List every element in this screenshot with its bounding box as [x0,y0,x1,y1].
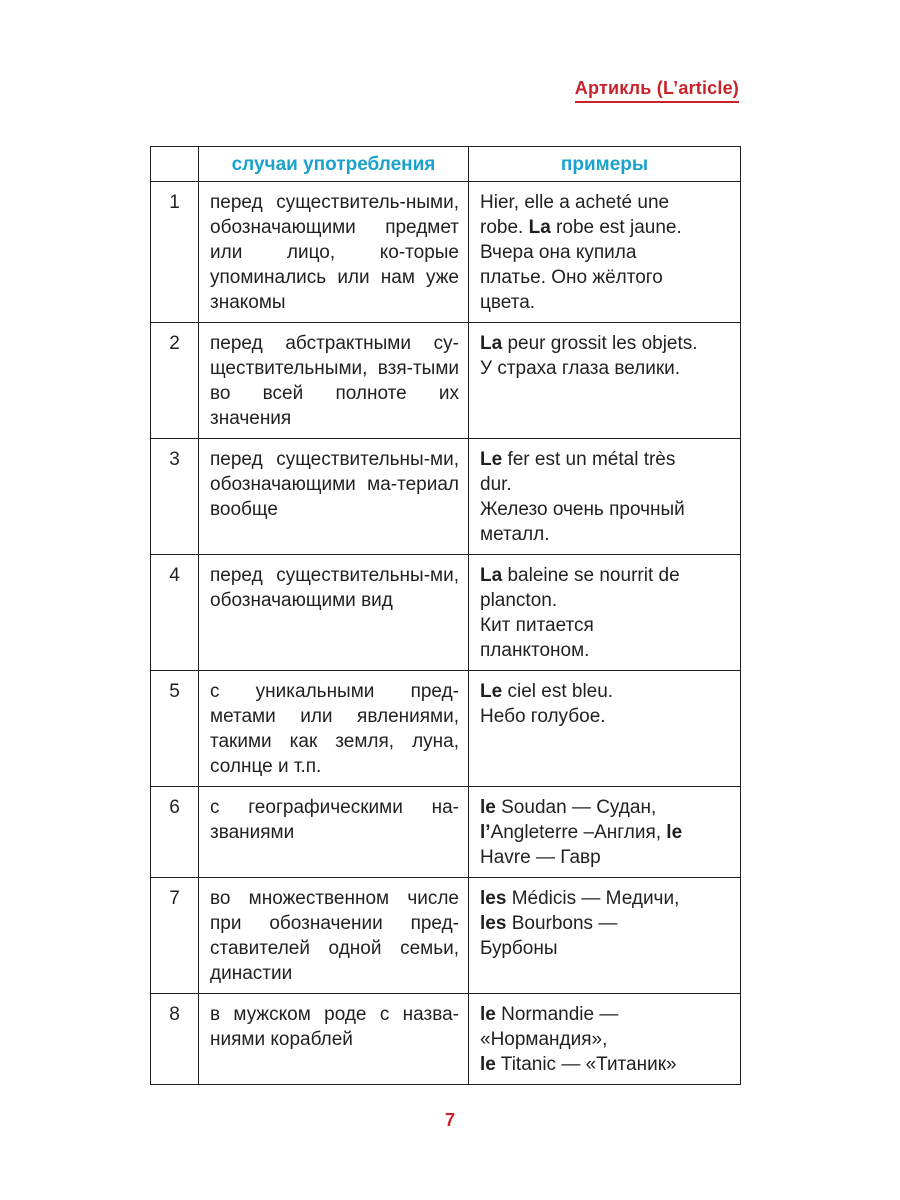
example-text: ciel est bleu. [502,681,614,702]
example-line [480,638,734,663]
example-text: «Нормандия», [480,1029,608,1050]
example-text: Soudan — Судан, [495,797,657,818]
example-text: Titanic — «Титаник» [495,1054,677,1075]
table-row [151,671,741,787]
example-text: robe. [480,217,529,238]
example-line [480,447,734,472]
example-text: plancton. [480,590,558,611]
article-word: le [480,1004,496,1025]
example-line [480,290,734,315]
example-text: Hier, elle a acheté une [480,192,670,213]
example-text: Бурбоны [480,938,558,959]
example-text: Небо голубое. [480,706,606,727]
article-word: le [666,822,683,843]
example-line [480,795,734,820]
example-cell [469,555,741,671]
example-line [480,563,734,588]
usage-case: во множественном числе при обозначении пред-ставителей одной семьи, династии [199,878,469,994]
example-line [480,356,734,381]
example-text: baleine se nourrit de [502,565,680,586]
example-cell [469,323,741,439]
table-row [151,439,741,555]
table-row [151,182,741,323]
article-word: La [480,333,503,354]
row-number: 2 [151,323,199,439]
table-row [151,555,741,671]
example-text: Normandie — [495,1004,619,1025]
example-text: Médicis — Медичи, [506,888,680,909]
usage-case: с уникальными пред-метами или явлениями, такими как земля, луна, солнце и т.п. [199,671,469,787]
example-text: цвета. [480,292,536,313]
usage-case: перед существительны-ми, обозначающими вид [199,555,469,671]
example-line [480,1027,734,1052]
example-text: fer est un métal très [502,449,676,470]
example-line [480,911,734,936]
example-line [480,679,734,704]
example-line [480,265,734,290]
example-text: Вчера она купила [480,242,637,263]
example-cell [469,878,741,994]
row-number: 5 [151,671,199,787]
row-number: 1 [151,182,199,323]
column-header-examples: примеры [469,147,741,182]
article-word: Le [480,449,503,470]
example-line [480,1052,734,1077]
example-line [480,704,734,729]
article-word: le [480,797,496,818]
example-line [480,190,734,215]
example-line [480,845,734,870]
example-cell [469,994,741,1085]
example-line [480,588,734,613]
usage-case: в мужском роде с назва-ниями кораблей [199,994,469,1085]
page-section-title: Артикль (L’article) [575,78,739,103]
example-cell [469,182,741,323]
example-cell [469,787,741,878]
article-word: Le [480,681,503,702]
example-text: Bourbons — [506,913,618,934]
example-line [480,240,734,265]
example-text: Angleterre –Англия, [490,822,667,843]
example-line [480,331,734,356]
usage-case: перед существительны-ми, обозначающими ма-териал вообще [199,439,469,555]
example-text: Кит питается [480,615,594,636]
example-line [480,820,734,845]
page-number: 7 [444,1110,455,1130]
example-text: планктоном. [480,640,590,661]
column-header-number [151,147,199,182]
example-text: металл. [480,524,550,545]
example-line [480,936,734,961]
example-text: Железо очень прочный [480,499,685,520]
example-line [480,613,734,638]
row-number: 8 [151,994,199,1085]
table-header-row [151,147,741,182]
row-number: 3 [151,439,199,555]
example-text: dur. [480,474,512,495]
table-row [151,994,741,1085]
row-number: 7 [151,878,199,994]
example-text: Havre — Гавр [480,847,601,868]
example-line [480,886,734,911]
usage-case: перед абстрактными су-ществительными, взя-тыми во всей полноте их значения [199,323,469,439]
example-line [480,472,734,497]
article-word: l’ [480,822,491,843]
article-word: le [480,1054,496,1075]
example-line [480,215,734,240]
usage-case: с географическими на-званиями [199,787,469,878]
row-number: 6 [151,787,199,878]
example-cell [469,671,741,787]
table-row [151,323,741,439]
article-word: les [480,888,507,909]
table-row [151,787,741,878]
article-word: La [528,217,551,238]
article-usage-table [150,146,741,1085]
example-text: У страха глаза велики. [480,358,681,379]
example-line [480,1002,734,1027]
table-body [151,182,741,1085]
example-text: платье. Оно жёлтого [480,267,663,288]
example-text: robe est jaune. [550,217,682,238]
article-word: les [480,913,507,934]
table-row [151,878,741,994]
article-word: La [480,565,503,586]
example-cell [469,439,741,555]
usage-case: перед существитель-ными, обозначающими предмет или лицо, ко-торые упоминались или нам уже знакомы [199,182,469,323]
example-line [480,497,734,522]
row-number: 4 [151,555,199,671]
example-line [480,522,734,547]
example-text: peur grossit les objets. [502,333,698,354]
column-header-usage: случаи употребления [199,147,469,182]
